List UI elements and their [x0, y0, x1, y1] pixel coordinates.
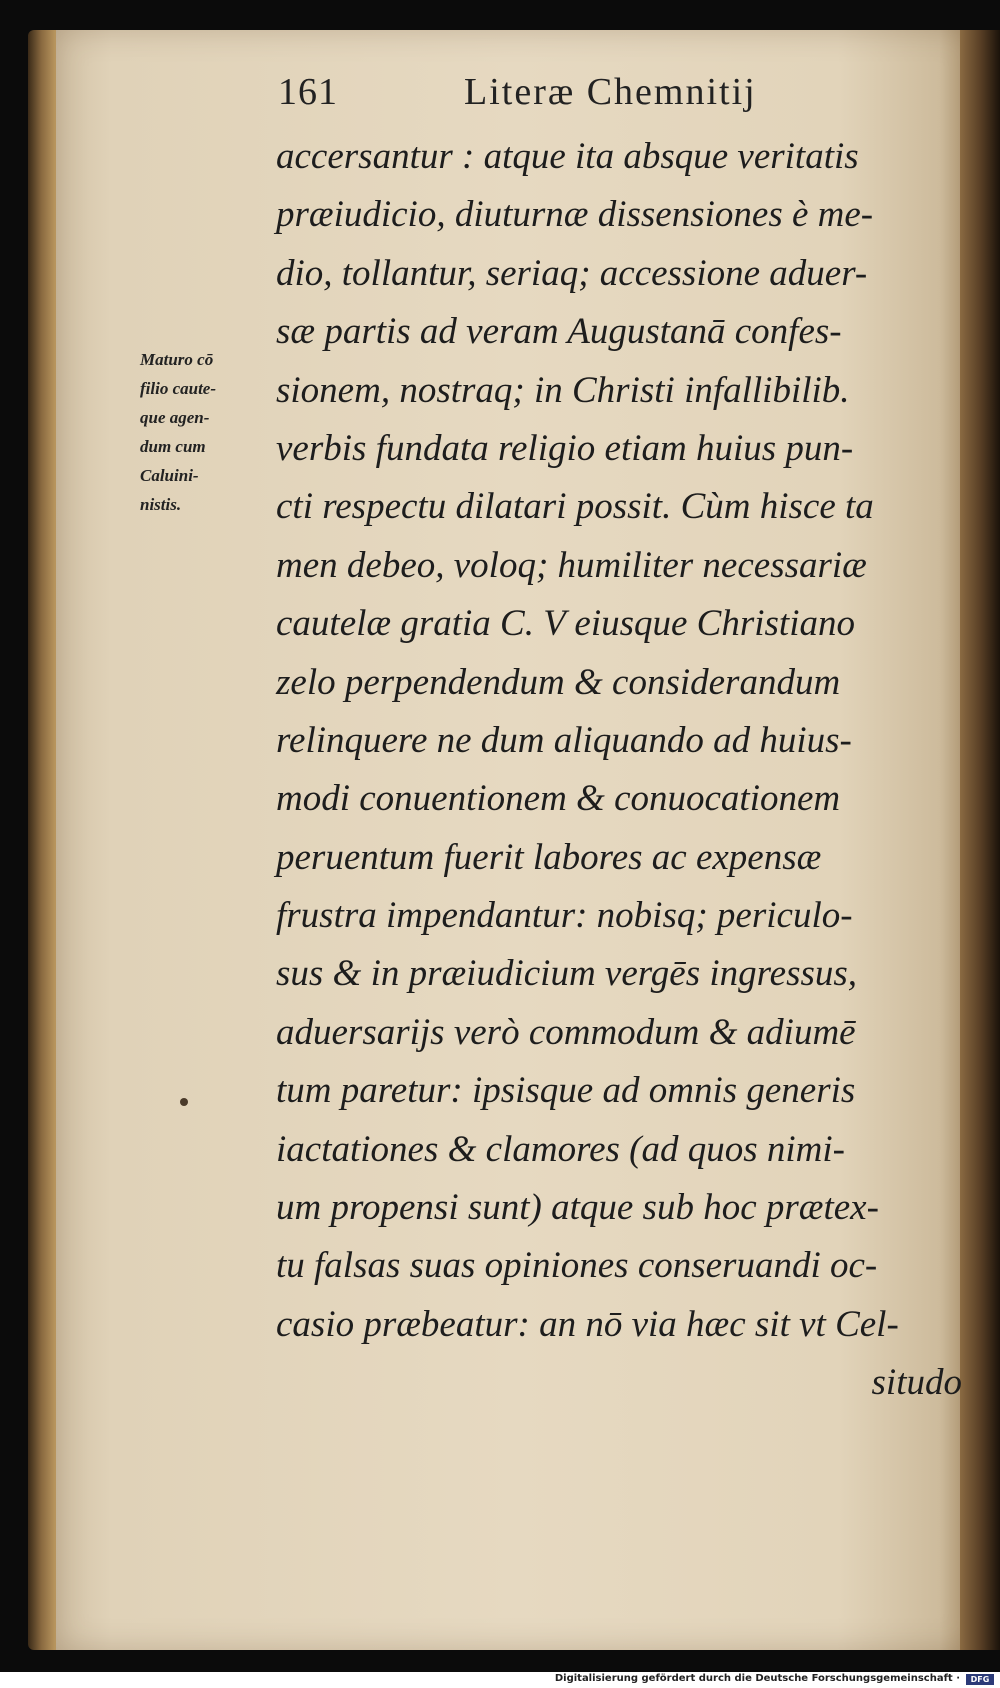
text-line: um propensi sunt) atque sub hoc prætex-	[276, 1187, 879, 1229]
text-line: cti respectu dilatari possit. Cùm hisce ta	[276, 486, 874, 528]
marginal-line: Caluini-	[140, 466, 199, 485]
marginal-line: que agen-	[140, 408, 210, 427]
text-line: sus & in præiudicium vergēs ingressus,	[276, 953, 858, 995]
text-line: frustra impendantur: nobisq; periculo-	[276, 895, 853, 937]
text-line: verbis fundata religio etiam huius pun-	[276, 427, 854, 469]
footer-credit: Digitalisierung gefördert durch die Deutsche Forschungsgemeinschaft ·	[554, 1673, 960, 1684]
body-text	[276, 128, 976, 1413]
text-line: casio præbeatur: an nō via hæc sit vt Cel-	[276, 1303, 899, 1345]
text-line: cautelæ gratia C. V eiusque Christiano	[276, 603, 855, 645]
text-line: peruentum fuerit labores ac expensæ	[276, 836, 822, 878]
text-line: accersantur : atque ita absque veritatis	[276, 136, 859, 177]
running-title: Literæ Chemnitij	[464, 71, 757, 113]
catchword: situdo	[871, 1362, 962, 1404]
page-header	[278, 70, 838, 122]
marginal-line: dum cum	[140, 437, 206, 456]
text-line: modi conuentionem & conuocationem	[276, 778, 841, 820]
text-line: zelo perpendendum & considerandum	[276, 661, 841, 703]
text-line: sionem, nostraq; in Christi infallibilib.	[276, 369, 850, 411]
text-line: iactationes & clamores (ad quos nimi-	[276, 1128, 845, 1170]
text-line: dio, tollantur, seriaq; accessione aduer-	[276, 252, 868, 294]
page-number: 161	[278, 71, 338, 113]
marginal-note	[140, 345, 275, 519]
digitization-footer	[0, 1672, 1000, 1688]
marginal-line: Maturo cō	[140, 350, 214, 369]
text-line: men debeo, voloq; humiliter necessariæ	[276, 544, 867, 586]
text-line: tum paretur: ipsisque ad omnis generis	[276, 1070, 856, 1112]
text-line: aduersarijs verò commodum & adiumē	[276, 1011, 856, 1053]
marginal-line: filio caute-	[140, 379, 217, 398]
text-line: præiudicio, diuturnæ dissensiones è me-	[276, 194, 874, 236]
dfg-logo: DFG	[966, 1674, 994, 1685]
marginal-line: nistis.	[140, 495, 182, 514]
text-line: relinquere ne dum aliquando ad huius-	[276, 719, 852, 761]
text-line: tu falsas suas opiniones conseruandi oc-	[276, 1245, 878, 1287]
ink-spot	[180, 1098, 188, 1106]
text-line: sæ partis ad veram Augustanā confes-	[276, 311, 842, 353]
